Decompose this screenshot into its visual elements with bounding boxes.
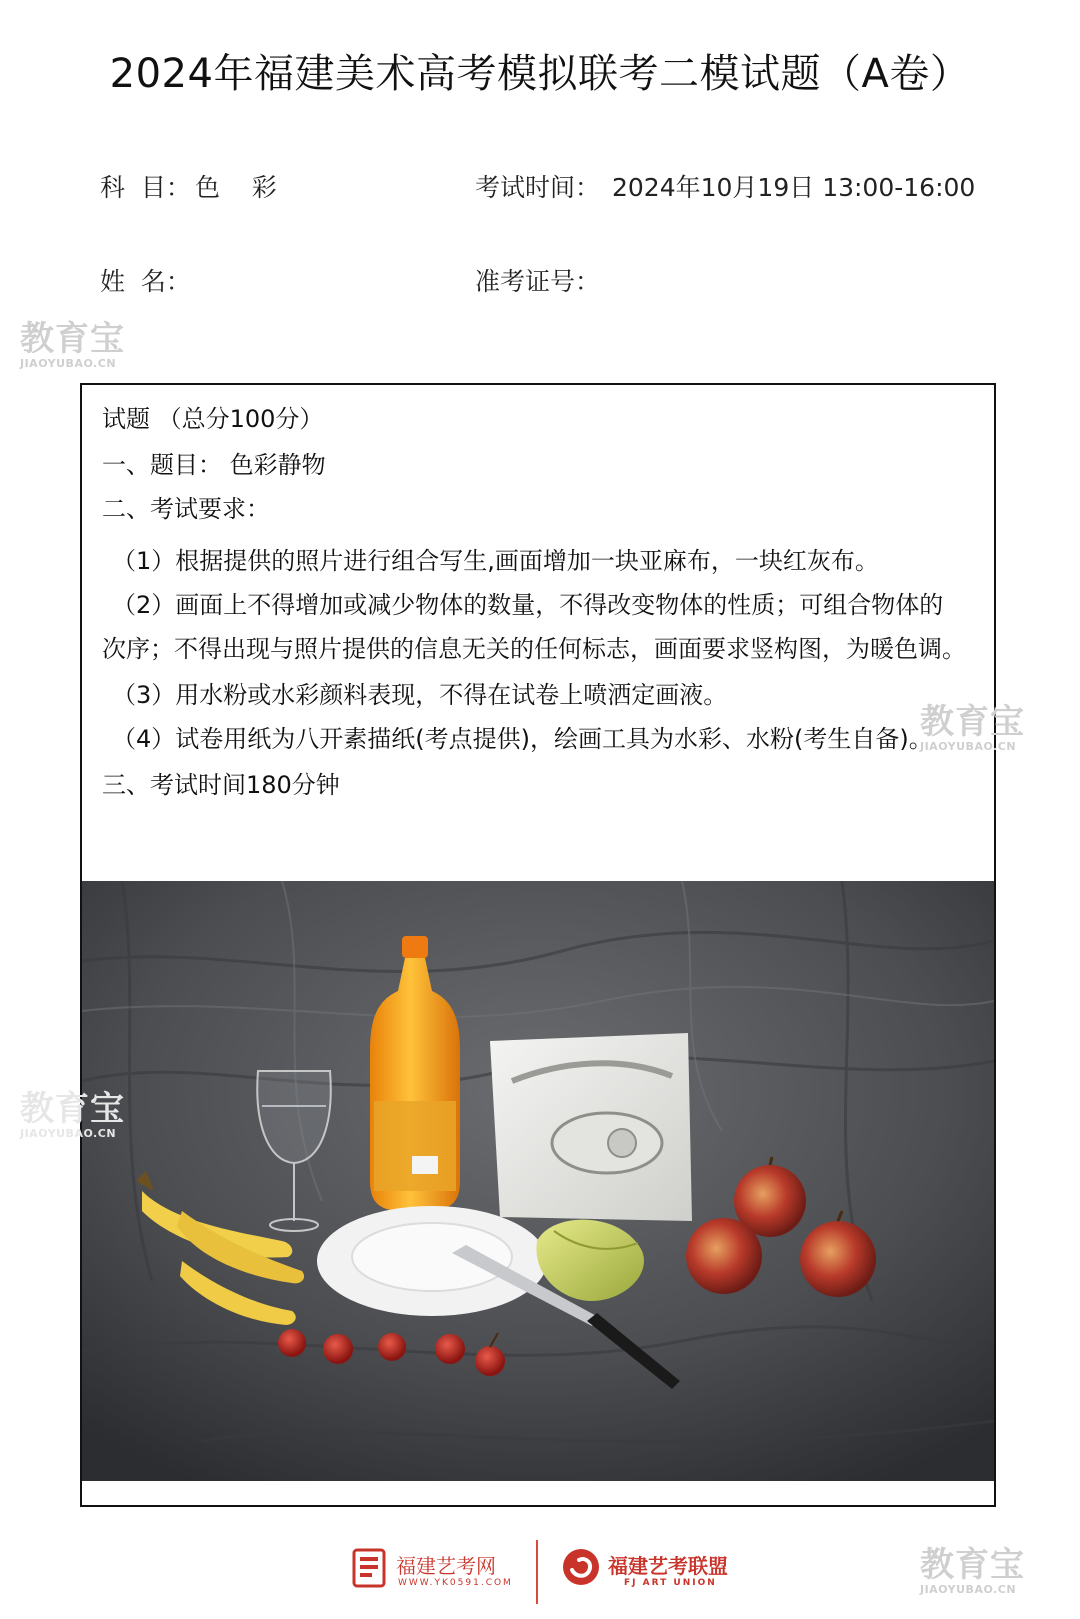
watermark-url: JIAOYUBAO.CN bbox=[20, 1127, 117, 1140]
watermark-text: 教育宝 bbox=[20, 319, 125, 359]
page-title: 2024年福建美术高考模拟联考二模试题（A卷） bbox=[109, 51, 971, 97]
topic-line: 一、题目： 色彩静物 bbox=[102, 451, 326, 479]
watermark-url: JIAOYUBAO.CN bbox=[20, 357, 117, 370]
watermark bbox=[20, 1089, 125, 1140]
watermark bbox=[920, 702, 1025, 753]
art-union-logo-icon bbox=[562, 1548, 600, 1586]
requirement-2b: 次序；不得出现与照片提供的信息无关的任何标志，画面要求竖构图，为暖色调。 bbox=[102, 635, 966, 663]
watermark bbox=[920, 1545, 1025, 1596]
watermark-url: JIAOYUBAO.CN bbox=[920, 740, 1017, 753]
watermark-text: 教育宝 bbox=[920, 702, 1025, 742]
requirements-header: 二、考试要求： bbox=[102, 495, 270, 523]
watermark bbox=[20, 319, 125, 370]
watermark-text: 教育宝 bbox=[920, 1545, 1025, 1585]
subject-value: 色 彩 bbox=[195, 173, 277, 202]
subject-label: 科 目： bbox=[100, 173, 191, 202]
footer-divider bbox=[536, 1540, 538, 1604]
yikao-logo-icon bbox=[352, 1548, 386, 1588]
logo2-name: 福建艺考联盟 bbox=[608, 1554, 728, 1578]
requirement-1: （1）根据提供的照片进行组合写生,画面增加一块亚麻布，一块红灰布。 bbox=[112, 547, 879, 575]
requirement-2a: （2）画面上不得增加或减少物体的数量，不得改变物体的性质；可组合物体的 bbox=[112, 591, 944, 619]
exam-question-box bbox=[80, 383, 996, 1507]
watermark-url: JIAOYUBAO.CN bbox=[920, 1583, 1017, 1596]
duration-line: 三、考试时间180分钟 bbox=[102, 771, 340, 799]
exam-time-label: 考试时间： bbox=[475, 173, 601, 202]
candidate-id-label: 准考证号： bbox=[475, 267, 601, 296]
white-plate bbox=[317, 1206, 547, 1316]
logo2-sub: FJ ART UNION bbox=[624, 1578, 717, 1588]
logo1-name: 福建艺考网 bbox=[396, 1554, 496, 1578]
exam-header: 试题 （总分100分） bbox=[102, 405, 324, 433]
plaster-eye-cast bbox=[490, 1033, 692, 1221]
logo1-url: WWW.YK0591.COM bbox=[398, 1578, 513, 1588]
still-life-photo bbox=[82, 881, 994, 1481]
requirement-4: （4）试卷用纸为八开素描纸(考点提供)，绘画工具为水彩、水粉(考生自备)。 bbox=[112, 725, 933, 753]
requirement-3: （3）用水粉或水彩颜料表现，不得在试卷上喷洒定画液。 bbox=[112, 681, 728, 709]
watermark-text: 教育宝 bbox=[20, 1089, 125, 1129]
exam-time-value: 2024年10月19日 13:00-16:00 bbox=[612, 173, 976, 202]
name-label: 姓 名： bbox=[100, 267, 191, 296]
